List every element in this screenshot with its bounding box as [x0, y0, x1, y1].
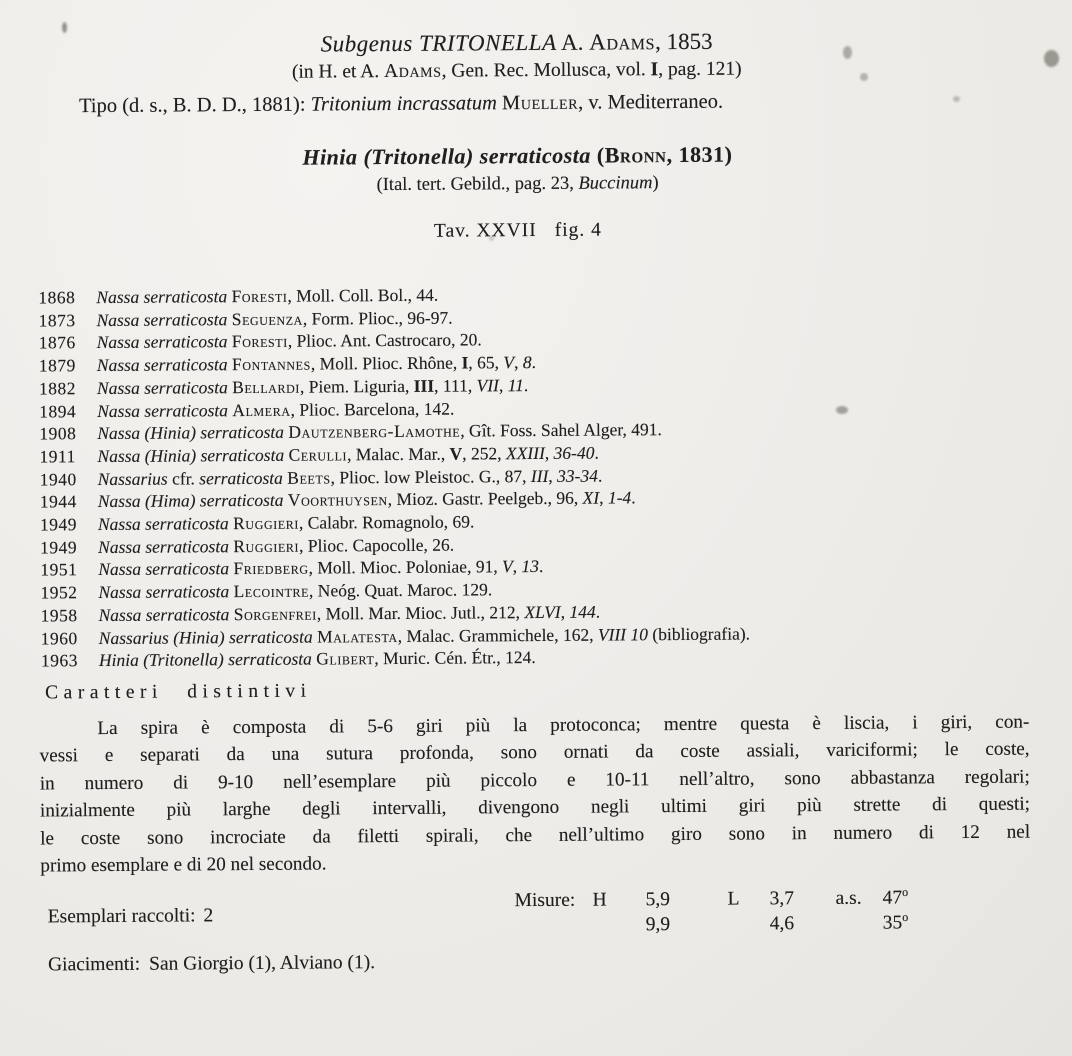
- description-line: inizialmente più larghe degli intervalli, divengono negli ultimi giri più strette di questi;: [39, 793, 1031, 822]
- plate-figure-line: [0, 216, 1038, 245]
- description-line: le coste sono incrociate da filetti spirali, che nell’ultimo giro sono in numero di 12 nel: [40, 821, 1031, 850]
- length-value: 4,6: [769, 913, 795, 935]
- measurements-block: [514, 884, 909, 940]
- height-value: 5,9: [645, 889, 671, 911]
- section-heading-caratteri-distintivi: Caratteri distintivi: [45, 680, 312, 704]
- synonymy-citation: Nassa (Hinia) serraticosta Cerulli, Malac. Mar., V, 252, XXIII, 36-40.: [97, 442, 599, 466]
- synonymy-list: [38, 282, 750, 673]
- description-line: in numero di 9-10 nell’esemplare più piccolo e 10-11 nell’altro, sono abbastanza regolari;: [39, 766, 1030, 795]
- scan-artifact: [489, 236, 494, 241]
- scan-artifact: [836, 406, 848, 414]
- synonymy-citation: Nassa (Hinia) serraticosta Dautzenberg-Lamothe, Gît. Foss. Sahel Alger, 491.: [97, 419, 662, 444]
- height-label: H: [592, 889, 607, 911]
- synonymy-citation: Nassa (Hima) serraticosta Voorthuysen, Mioz. Gastr. Peelgeb., 96, XI, 1-4.: [97, 487, 636, 512]
- figure-label: fig. 4: [554, 219, 602, 241]
- spacer: [728, 913, 770, 938]
- description-line: La spira è composta di 5-6 giri più la protoconca; mentre questa è liscia, i giri, con-: [97, 711, 1030, 740]
- measurements-label: Misure:: [514, 889, 576, 912]
- height-value: 9,9: [645, 914, 671, 936]
- apical-angle-value: 47$^o$: [882, 884, 909, 909]
- scan-artifact: [1044, 50, 1059, 67]
- synonymy-year: 1949: [40, 536, 78, 558]
- species-heading: Hinia (Tritonella) serraticosta (Bronn, 1831): [302, 141, 733, 170]
- description-paragraph: [39, 709, 1030, 880]
- synonymy-citation: Nassa serraticosta Friedberg, Moll. Mioc. Poloniae, 91, V, 13.: [98, 556, 544, 580]
- scan-artifact: [860, 73, 868, 81]
- synonymy-row: [41, 645, 750, 673]
- species-source-line: (Ital. tert. Gebild., pag. 23, Buccinum): [376, 173, 659, 196]
- type-species-line: Tipo (d. s., B. D. D., 1881): Tritonium incrassatum Mueller, v. Mediterraneo.: [78, 90, 724, 118]
- synonymy-year: 1894: [39, 400, 77, 421]
- synonymy-citation: Nassa serraticosta Almera, Plioc. Barcelona, 142.: [97, 398, 455, 421]
- localities-line: [48, 952, 375, 976]
- degree-mark: o: [902, 909, 909, 924]
- synonymy-citation: Nassa serraticosta Lecointre, Neóg. Quat. Maroc. 129.: [98, 579, 493, 603]
- synonymy-year: 1952: [40, 582, 78, 603]
- synonymy-citation: Nassa serraticosta Bellardi, Piem. Liguria, III, 111, VII, 11.: [96, 374, 529, 398]
- subgenus-reference: (in H. et A. Adams, Gen. Rec. Mollusca, vol. I, pag. 121): [291, 58, 742, 83]
- localities-value: San Giorgio (1), Alviano (1).: [149, 952, 376, 975]
- degree-mark: o: [902, 884, 909, 899]
- synonymy-citation: Nassa serraticosta Ruggieri, Calabr. Romagnolo, 69.: [97, 511, 475, 535]
- description-line: primo esemplare e di 20 nel secondo.: [40, 853, 327, 877]
- synonymy-citation: Nassa serraticosta Seguenza, Form. Plioc., 96-97.: [96, 307, 453, 330]
- synonymy-year: 1960: [40, 627, 78, 649]
- scan-artifact: [843, 46, 852, 59]
- length-label: L: [727, 888, 740, 910]
- synonymy-year: 1963: [40, 650, 78, 671]
- scan-artifact: [953, 96, 960, 102]
- description-line: vessi e separati da una sutura profonda, sono ornati da coste assiali, variciformi; le coste,: [39, 738, 1030, 767]
- synonymy-citation: Nassa serraticosta Foresti, Moll. Coll. Bol., 44.: [96, 284, 439, 308]
- synonymy-year: 1873: [38, 309, 76, 331]
- specimens-label: Esemplari raccolti:: [47, 905, 196, 928]
- scan-artifact: [62, 22, 67, 33]
- spacer: [836, 913, 883, 938]
- synonymy-year: 1958: [40, 605, 78, 626]
- synonymy-year: 1911: [39, 446, 76, 467]
- synonymy-citation: Nassa serraticosta Sorgenfrei, Moll. Mar. Mioc. Jutl., 212, XLVI, 144.: [98, 601, 601, 625]
- synonymy-citation: Nassa serraticosta Ruggieri, Plioc. Capocolle, 26.: [98, 534, 455, 557]
- synonymy-year: 1876: [38, 332, 76, 353]
- synonymy-citation: Nassarius cfr. serraticosta Beets, Plioc. low Pleistoc. G., 87, III, 33-34.: [97, 465, 603, 489]
- spacer: [515, 915, 593, 941]
- synonymy-citation: Nassa serraticosta Fontannes, Moll. Plioc. Rhône, I, 65, V, 8.: [96, 352, 537, 376]
- plate-label: Tav. XXVII: [433, 219, 537, 242]
- spacer: [593, 914, 646, 939]
- synonymy-year: 1868: [38, 287, 76, 308]
- synonymy-year: 1944: [39, 491, 77, 512]
- synonymy-year: 1879: [38, 355, 76, 376]
- synonymy-year: 1940: [39, 468, 77, 490]
- synonymy-year: 1908: [39, 423, 77, 444]
- apical-angle-value: 35$^o$: [882, 909, 909, 934]
- synonymy-year: 1949: [39, 514, 78, 535]
- localities-label: Giacimenti:: [47, 953, 141, 976]
- subgenus-heading: Subgenus TRITONELLA A. Adams, 1853: [320, 28, 713, 57]
- specimens-count: 2: [203, 905, 214, 927]
- synonymy-year: 1951: [40, 559, 78, 580]
- synonymy-citation: Nassarius (Hinia) serraticosta Malatesta, Malac. Grammichele, 162, VIII 10 (bibliografia).: [98, 623, 751, 648]
- apical-angle-label: a.s.: [835, 887, 862, 909]
- specimens-collected-line: [48, 905, 214, 928]
- synonymy-year: 1882: [38, 378, 77, 399]
- synonymy-citation: Hinia (Tritonella) serraticosta Glibert, Muric. Cén. Étr., 124.: [98, 647, 536, 671]
- length-value: 3,7: [769, 888, 795, 910]
- synonymy-citation: Nassa serraticosta Foresti, Plioc. Ant. Castrocaro, 20.: [96, 329, 482, 353]
